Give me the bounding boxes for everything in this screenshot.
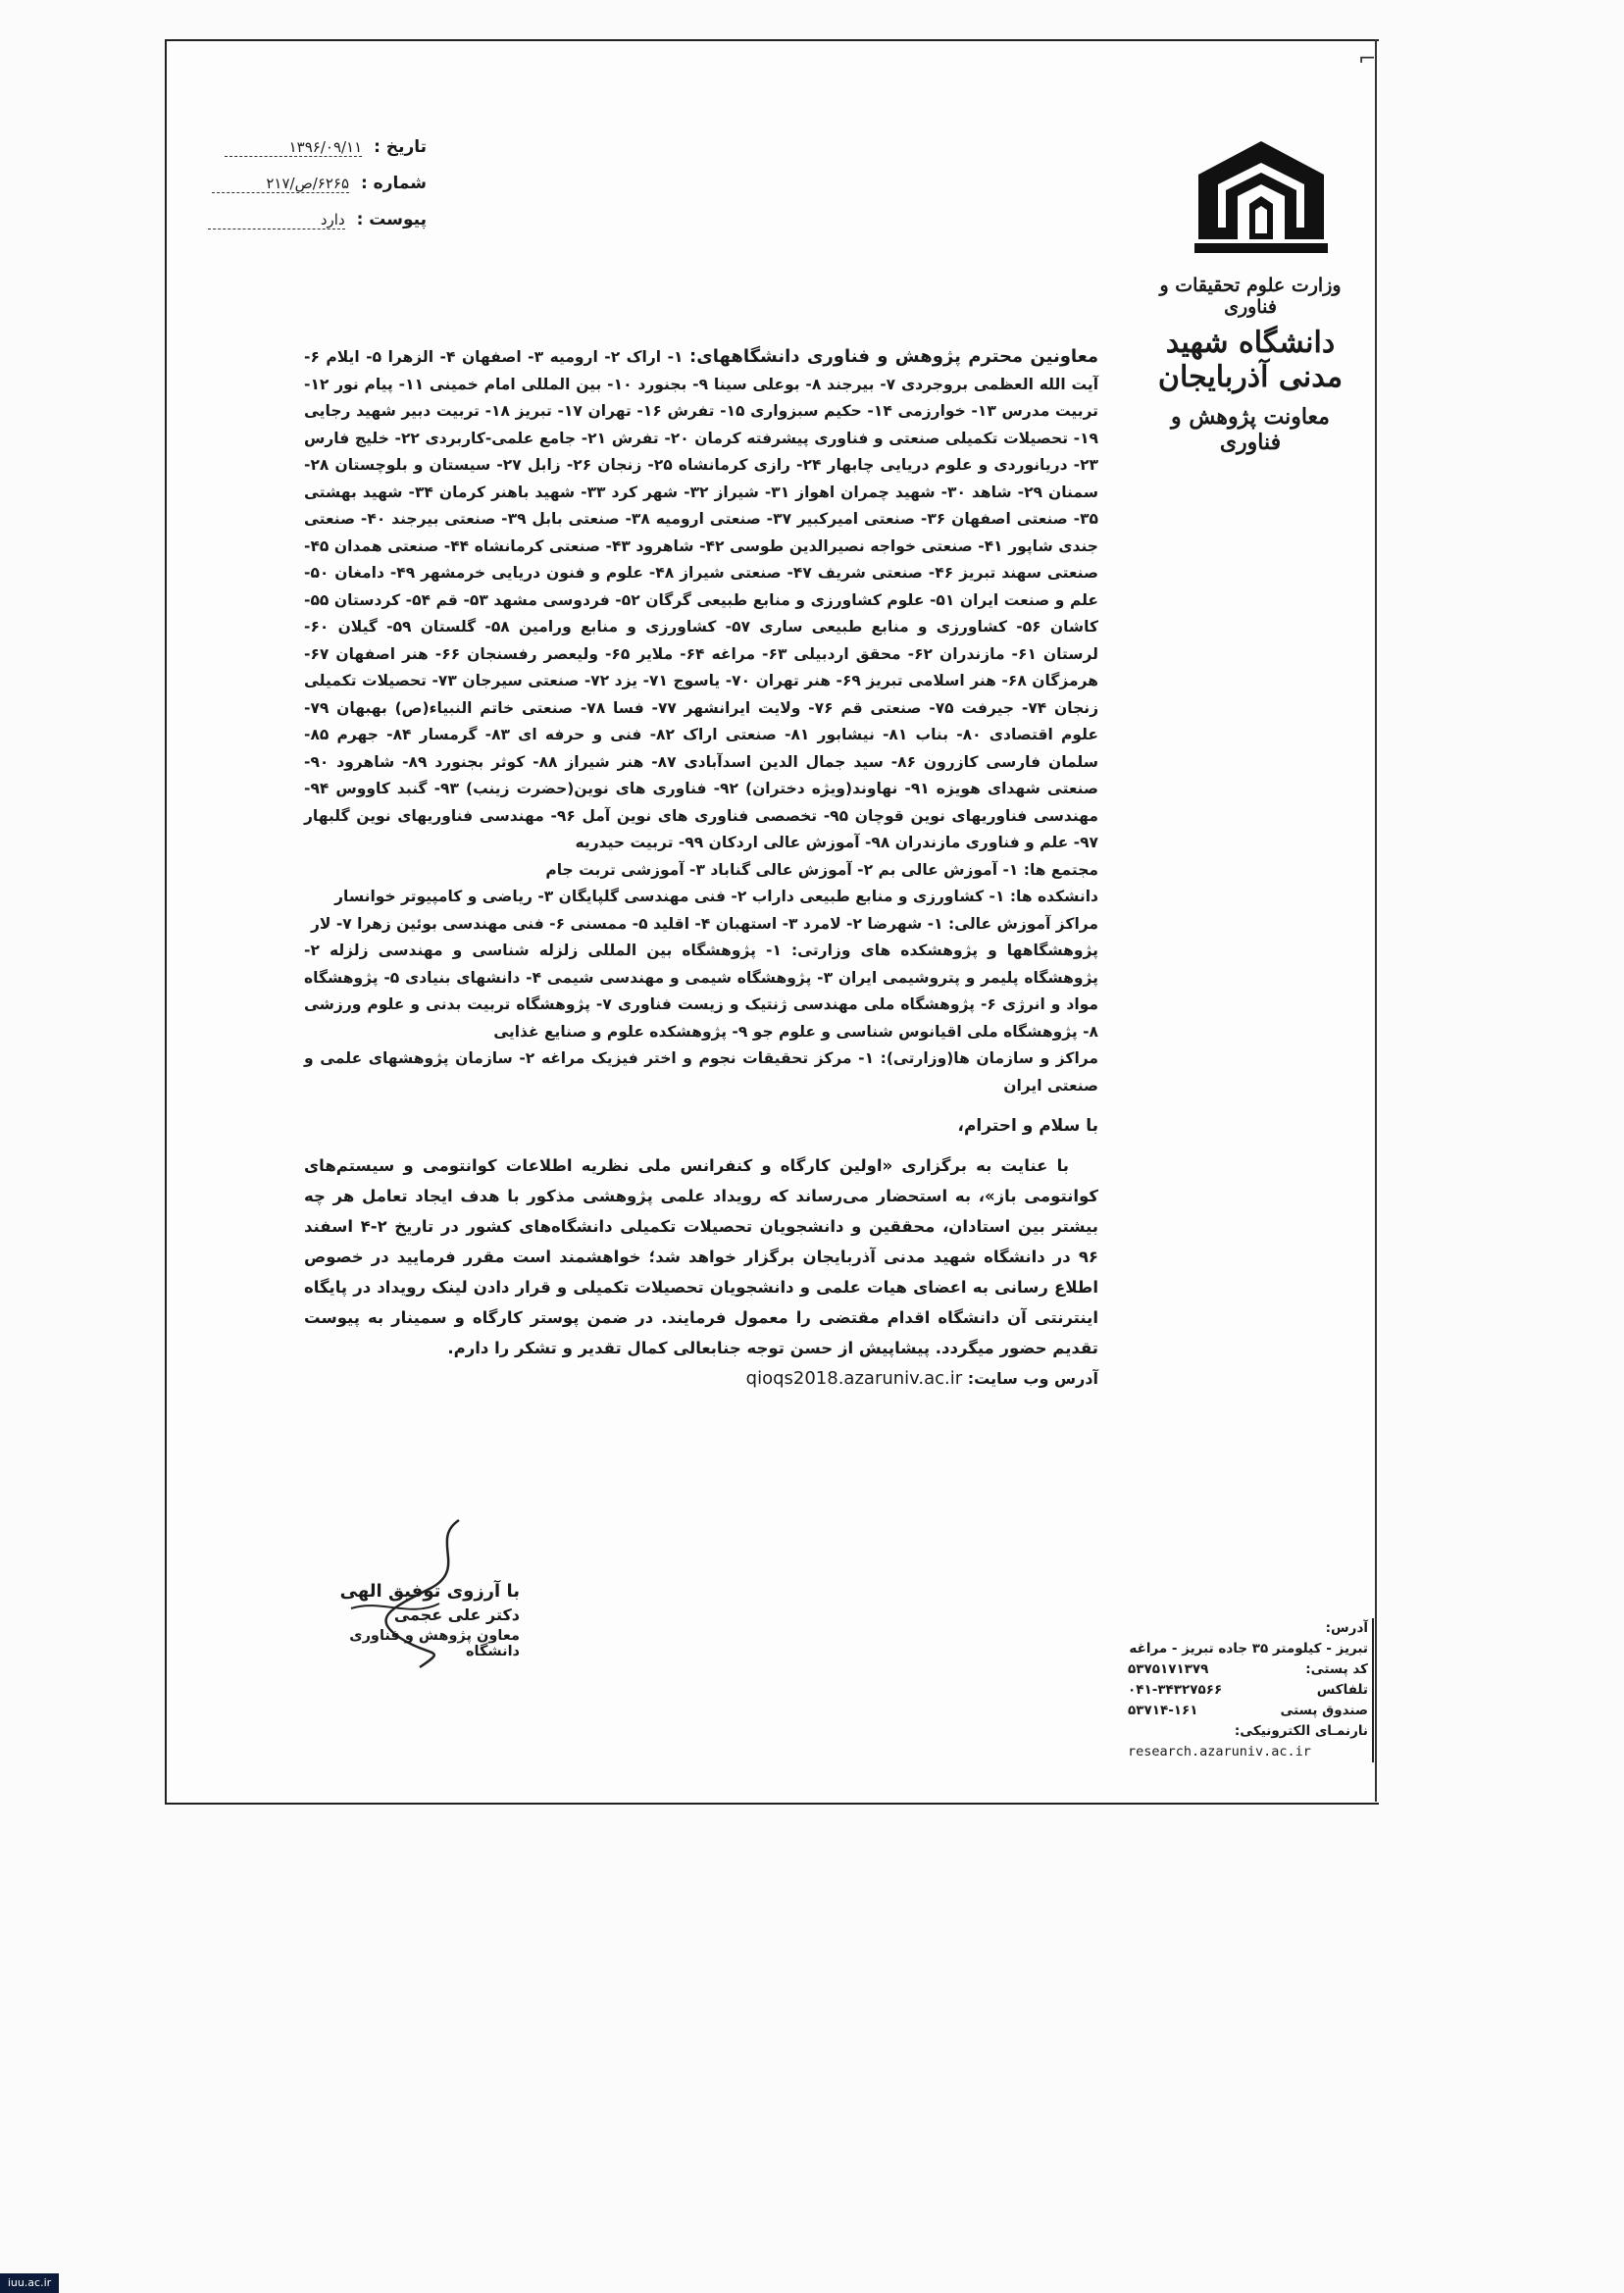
complexes-list: مجتمع ها: ۱- آموزش عالی بم ۲- آموزش عالی گناباد ۳- آموزشی تربت جام <box>545 860 1098 879</box>
date-label: تاریخ : <box>374 137 427 157</box>
ministry-centers-list: مراکز و سازمان ها(وزارتی): ۱- مرکز تحقیقات نجوم و اختر فیزیک مراغه ۲- سازمان پژوهشهای علمی و صنعتی ایران <box>304 1049 1098 1095</box>
signatory-title: معاون پژوهش و فناوری دانشگاه <box>349 1628 520 1659</box>
university-logo <box>1194 137 1328 255</box>
website-label: آدرس وب سایت: <box>967 1368 1098 1388</box>
footer-badge: iuu.ac.ir <box>0 2273 59 2293</box>
number-label: شماره : <box>360 174 427 193</box>
signature-closing: با آرزوی توفیق الهی <box>339 1581 520 1602</box>
date-line <box>181 137 427 157</box>
web-label: نارنمـای الکترونیکی: <box>1234 1723 1368 1739</box>
letter-text: با عنایت به برگزاری «اولین کارگاه و کنفرانس ملی نظریه اطلاعات کوانتومی و سیستم‌های کوانتومی باز»، به استحضار می‌رساند که رویداد علمی پژوهشی مذکور با هدف ایجاد تعامل هر چه بیشتر بین استادان، محققین و دانشجویان تحصیلات تکمیلی دانشگاه‌های کشور در تاریخ ۲-۴ اسفند ۹۶ در دانشگاه شهید مدنی آذربایجان برگزار خواهد شد؛ خواهشمند است مقرر فرمایید در خصوص اطلاع رسانی به اعضای هیات علمی و دانشجویان تحصیلات تکمیلی و قرار دادن لینک رویداد در پایگاه اینترنتی آن دانشگاه اقدام مقتضی را معمول فرمایند. در ضمن پوستر کارگاه و سمینار به پیوست تقدیم حضور میگردد. پیشاپیش از حسن توجه جنابعالی کمال تقدیر و تشکر را دارم. <box>304 1155 1098 1357</box>
address-value: تبریز - کیلومتر ۳۵ جاده تبریز - مراغه <box>1129 1641 1368 1656</box>
pobox-row <box>1128 1701 1368 1721</box>
addressee: معاونین محترم پژوهش و فناوری دانشگاههای: <box>689 346 1098 367</box>
university-name: دانشگاه شهید مدنی آذربایجان <box>1157 326 1344 394</box>
fax-row <box>1128 1680 1368 1701</box>
fax-value: ۰۴۱-۳۴۳۲۷۵۶۶ <box>1128 1682 1223 1698</box>
letterhead <box>1138 265 1363 455</box>
number-line <box>181 174 427 193</box>
signature-block <box>294 1581 520 1659</box>
date-value: ۱۳۹۶/۰۹/۱۱ <box>225 138 362 157</box>
postal-label: کد پستی: <box>1305 1661 1368 1677</box>
attachment-value: دارد <box>208 211 345 229</box>
signatory-name: دکتر علی عجمی <box>393 1605 520 1624</box>
pobox-value: ۵۳۷۱۴-۱۶۱ <box>1128 1703 1198 1718</box>
corner-mark: ⌐ <box>1358 47 1377 72</box>
website-link[interactable]: qioqs2018.azaruniv.ac.ir <box>745 1367 963 1389</box>
pobox-label: صندوق پستی <box>1280 1703 1368 1718</box>
research-institutes-list: پژوهشگاهها و پژوهشکده های وزارتی: ۱- پژوهشگاه بین المللی زلزله شناسی و مهندسی زلزله ۲- پژوهشگاه پلیمر و پتروشیمی ایران ۳- پژوهشگاه شیمی و مهندسی شیمی ۴- دانشهای بنیادی ۵- پژوهشگاه مواد و انرژی ۶- پژوهشگاه ملی مهندسی ژنتیک و زیست فناوری ۷- پژوهشگاه تربیت بدنی و علوم ورزشی ۸- پژوهشگاه ملی اقیانوس شناسی و علوم جو ۹- پژوهشکده علوم و صنایع غذایی <box>304 942 1099 1041</box>
postal-value: ۵۳۷۵۱۷۱۳۷۹ <box>1128 1661 1209 1677</box>
fax-label: تلفاکس <box>1316 1682 1368 1698</box>
page-edge <box>1375 39 1377 1802</box>
ministry-name: وزارت علوم تحقیقات و فناوری <box>1159 275 1342 318</box>
address-label: آدرس: <box>1325 1620 1368 1636</box>
contact-block <box>1128 1618 1374 1762</box>
higher-ed-centers-list: مراکز آموزش عالی: ۱- شهرضا ۲- لامرد ۳- استهبان ۴- اقلید ۵- ممسنی ۶- فنی مهندسی بوئین زهرا ۷- لار <box>310 914 1098 933</box>
salutation: با سلام و احترام، <box>957 1116 1098 1136</box>
website-line <box>304 1365 1098 1393</box>
recipients-paragraph <box>304 343 1098 857</box>
vice-presidency-name: معاونت پژوهش و فناوری <box>1171 404 1330 455</box>
attachment-line <box>181 210 427 229</box>
contact-website[interactable]: research.azaruniv.ac.ir <box>1128 1744 1311 1759</box>
attachment-label: پیوست : <box>356 210 427 229</box>
postal-row <box>1128 1659 1368 1680</box>
number-value: ۶۲۶۵/ص/۲۱۷ <box>212 175 349 193</box>
letter-body <box>304 343 1098 1392</box>
faculties-list: دانشکده ها: ۱- کشاورزی و منابع طبیعی داراب ۲- فنی مهندسی گلپایگان ۳- ریاضی و کامپیوتر خوانسار <box>334 888 1098 905</box>
universities-list: ۱- اراک ۲- ارومیه ۳- اصفهان ۴- الزهرا ۵- ایلام ۶- آیت الله العظمی بروجردی ۷- بیرجند ۸- بوعلی سینا ۹- بجنورد ۱۰- بین المللی امام خمینی ۱۱- پیام نور ۱۲- تربیت مدرس ۱۳- خوارزمی ۱۴- حکیم سبزواری ۱۵- تفرش ۱۶- تهران ۱۷- تبریز ۱۸- تربیت دبیر شهید رجایی ۱۹- تحصیلات تکمیلی صنعتی و فناوری پیشرفته کرمان ۲۰- تفرش ۲۱- جامع علمی-کاربردی ۲۲- خلیج فارس ۲۳- دریانوردی و علوم دریایی چابهار ۲۴- رازی کرمانشاه ۲۵- زنجان ۲۶- زابل ۲۷- سیستان و بلوچستان ۲۸- سمنان ۲۹- شاهد ۳۰- شهید چمران اهواز ۳۱- شیراز ۳۲- شهر کرد ۳۳- شهید باهنر کرمان ۳۴- شهید بهشتی ۳۵- صنعتی اصفهان ۳۶- صنعتی امیرکبیر ۳۷- صنعتی ارومیه ۳۸- صنعتی بابل ۳۹- صنعتی بیرجند ۴۰- صنعتی جندی شاپور ۴۱- صنعتی خواجه نصیرالدین طوسی ۴۲- شاهرود ۴۳- صنعتی کرمانشاه ۴۴- صنعتی همدان ۴۵- صنعتی سهند تبریز ۴۶- صنعتی شریف ۴۷- صنعتی شیراز ۴۸- علوم و فنون دریایی خرمشهر ۴۹- دامغان ۵۰- علم و صنعت ایران ۵۱- علوم کشاورزی و منابع طبیعی گرگان ۵۲- فردوسی مشهد ۵۳- قم ۵۴- کردستان ۵۵- کاشان ۵۶- کشاورزی و منابع طبیعی ساری ۵۷- کشاورزی و منابع ورامین ۵۸- گلستان ۵۹- گیلان ۶۰- لرستان ۶۱- مازندران ۶۲- محقق اردبیلی ۶۳- مراغه ۶۴- ملایر ۶۵- ولیعصر رفسنجان ۶۶- هنر اصفهان ۶۷- هرمزگان ۶۸- هنر اسلامی تبریز ۶۹- هنر تهران ۷۰- یاسوج ۷۱- یزد ۷۲- صنعتی سیرجان ۷۳- تحصیلات تکمیلی زنجان ۷۴- جیرفت ۷۵- صنعتی قم ۷۶- ولایت ایرانشهر ۷۷- فسا ۷۸- صنعتی خاتم النبیاء(ص) بهبهان ۷۹- علوم اقتصادی ۸۰- بناب ۸۱- نیشابور ۸۱- صنعتی اراک ۸۲- فنی و حرفه ای ۸۳- گرمسار ۸۴- جهرم ۸۵- سلمان فارسی کازرون ۸۶- سید جمال الدین اسدآبادی ۸۷- هنر شیراز ۸۸- کوثر بجنورد ۸۹- شاهرود ۹۰- صنعتی شهدای هویزه ۹۱- نهاوند(ویژه دختران) ۹۲- فناوری های نوین(حضرت زینب) ۹۳- گنبد کاووس ۹۴- مهندسی فناوریهای نوین قوچان ۹۵- تخصصی فناوری های نوین آمل ۹۶- مهندسی فناوریهای نوین گلبهار ۹۷- علم و فناوری مازندران ۹۸- آموزش عالی اردکان ۹۹- تربیت حیدریه <box>304 348 1099 851</box>
